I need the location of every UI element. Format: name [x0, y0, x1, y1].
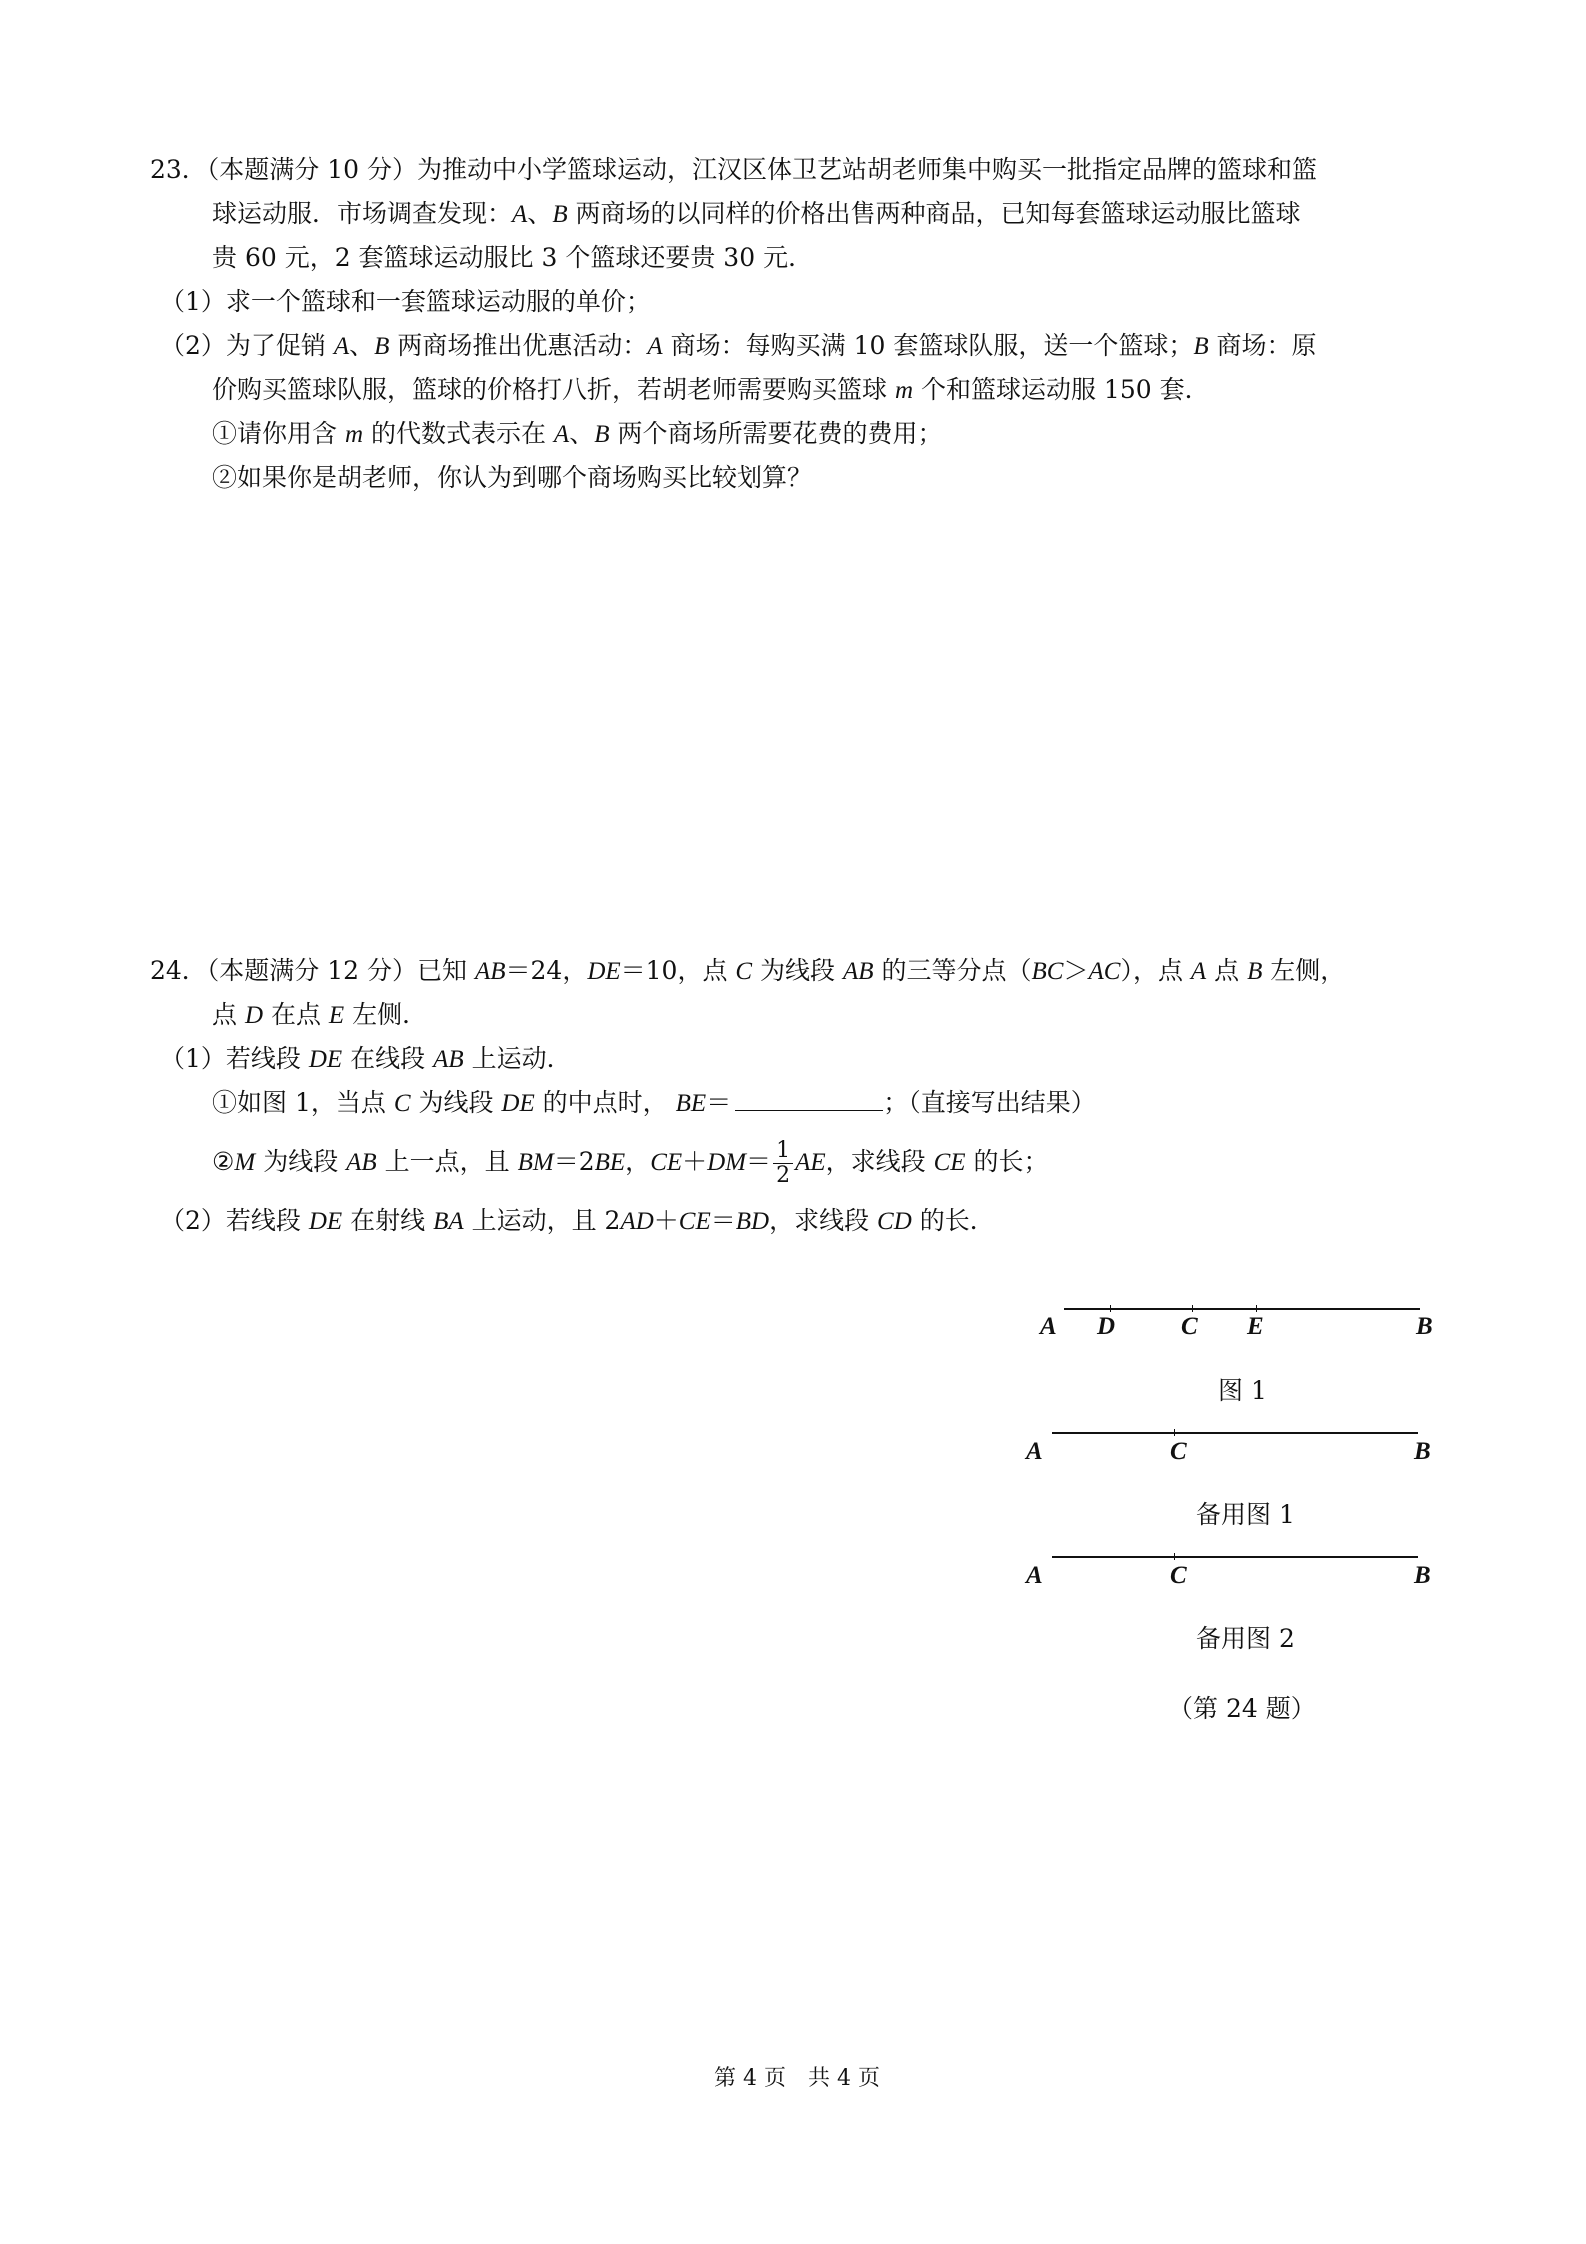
- tick-c: [1192, 1305, 1193, 1312]
- q23-sub-1: ①请你用含 m 的代数式表示在 A、B 两个商场所需要花费的费用；: [212, 419, 943, 448]
- q24-part-1: （1）若线段 DE 在线段 AB 上运动．: [160, 1044, 572, 1073]
- point-label-c: C: [1181, 1313, 1198, 1340]
- q23-line-3: 贵 60 元，2 套篮球运动服比 3 个篮球还要贵 30 元．: [212, 243, 814, 272]
- tick-c: [1174, 1553, 1175, 1560]
- point-label-d: D: [1097, 1313, 1116, 1340]
- point-label-b: B: [1416, 1313, 1433, 1340]
- q24-sub-1: ①如图 1，当点 C 为线段 DE 的中点时， BE＝ ；（直接写出结果）: [212, 1088, 1096, 1117]
- segment-ab: [1064, 1308, 1420, 1310]
- q23-part-2-cont: 价购买篮球队服，篮球的价格打八折，若胡老师需要购买篮球 m 个和篮球运动服 150 套．: [212, 375, 1210, 404]
- q23-part-1: （1）求一个篮球和一套篮球运动服的单价；: [160, 287, 651, 316]
- point-label-e: E: [1247, 1313, 1264, 1340]
- q23-part-2: （2）为了促销 A、B 两商场推出优惠活动：A 商场：每购买满 10 套篮球队服，送一个篮球；B 商场：原: [160, 331, 1317, 360]
- q23-line-2: 球运动服．市场调查发现：A、B 两商场的以同样的价格出售两种商品，已知每套篮球运动服比篮球: [212, 199, 1301, 228]
- point-label-c: C: [1170, 1562, 1187, 1589]
- answer-blank: [735, 1086, 883, 1111]
- alt-figure-1-caption: 备用图 1: [1196, 1500, 1295, 1529]
- q24-line-2: 点 D 在点 E 左侧．: [212, 1000, 428, 1029]
- page-footer: 第 4 页 共 4 页: [714, 2066, 880, 2091]
- question-24-figure-caption: （第 24 题）: [1168, 1694, 1316, 1723]
- q24-sub-2: ②M 为线段 AB 上一点，且 BM＝2BE，CE＋DM＝ $\frac{1}{2}$ AE，求线段 CE 的长；: [212, 1138, 1049, 1188]
- tick-d: [1110, 1305, 1111, 1312]
- point-label-a: A: [1040, 1313, 1057, 1340]
- point-label-c: C: [1170, 1438, 1187, 1465]
- fraction-one-half: $\frac{1}{2}$: [773, 1140, 793, 1187]
- segment-ab: [1052, 1556, 1418, 1558]
- q24-part-2: （2）若线段 DE 在射线 BA 上运动，且 2AD＋CE＝BD，求线段 CD 的长．: [160, 1206, 995, 1235]
- tick-e: [1256, 1305, 1257, 1312]
- segment-ab: [1052, 1432, 1418, 1434]
- q24-line-1: 24．（本题满分 12 分）已知 AB＝24，DE＝10，点 C 为线段 AB 的三等分点（BC＞AC），点 A 点 B 左侧，: [150, 956, 1346, 985]
- alt-figure-2-caption: 备用图 2: [1196, 1624, 1295, 1653]
- q23-sub-2: ②如果你是胡老师，你认为到哪个商场购买比较划算？: [212, 463, 813, 492]
- point-label-a: A: [1026, 1438, 1043, 1465]
- point-label-b: B: [1414, 1438, 1431, 1465]
- figure-1-caption: 图 1: [1218, 1376, 1267, 1405]
- q23-line-1: 23．（本题满分 10 分）为推动中小学篮球运动，江汉区体卫艺站胡老师集中购买一批指定品牌的篮球和篮: [150, 155, 1318, 184]
- point-label-b: B: [1414, 1562, 1431, 1589]
- tick-c: [1174, 1429, 1175, 1436]
- point-label-a: A: [1026, 1562, 1043, 1589]
